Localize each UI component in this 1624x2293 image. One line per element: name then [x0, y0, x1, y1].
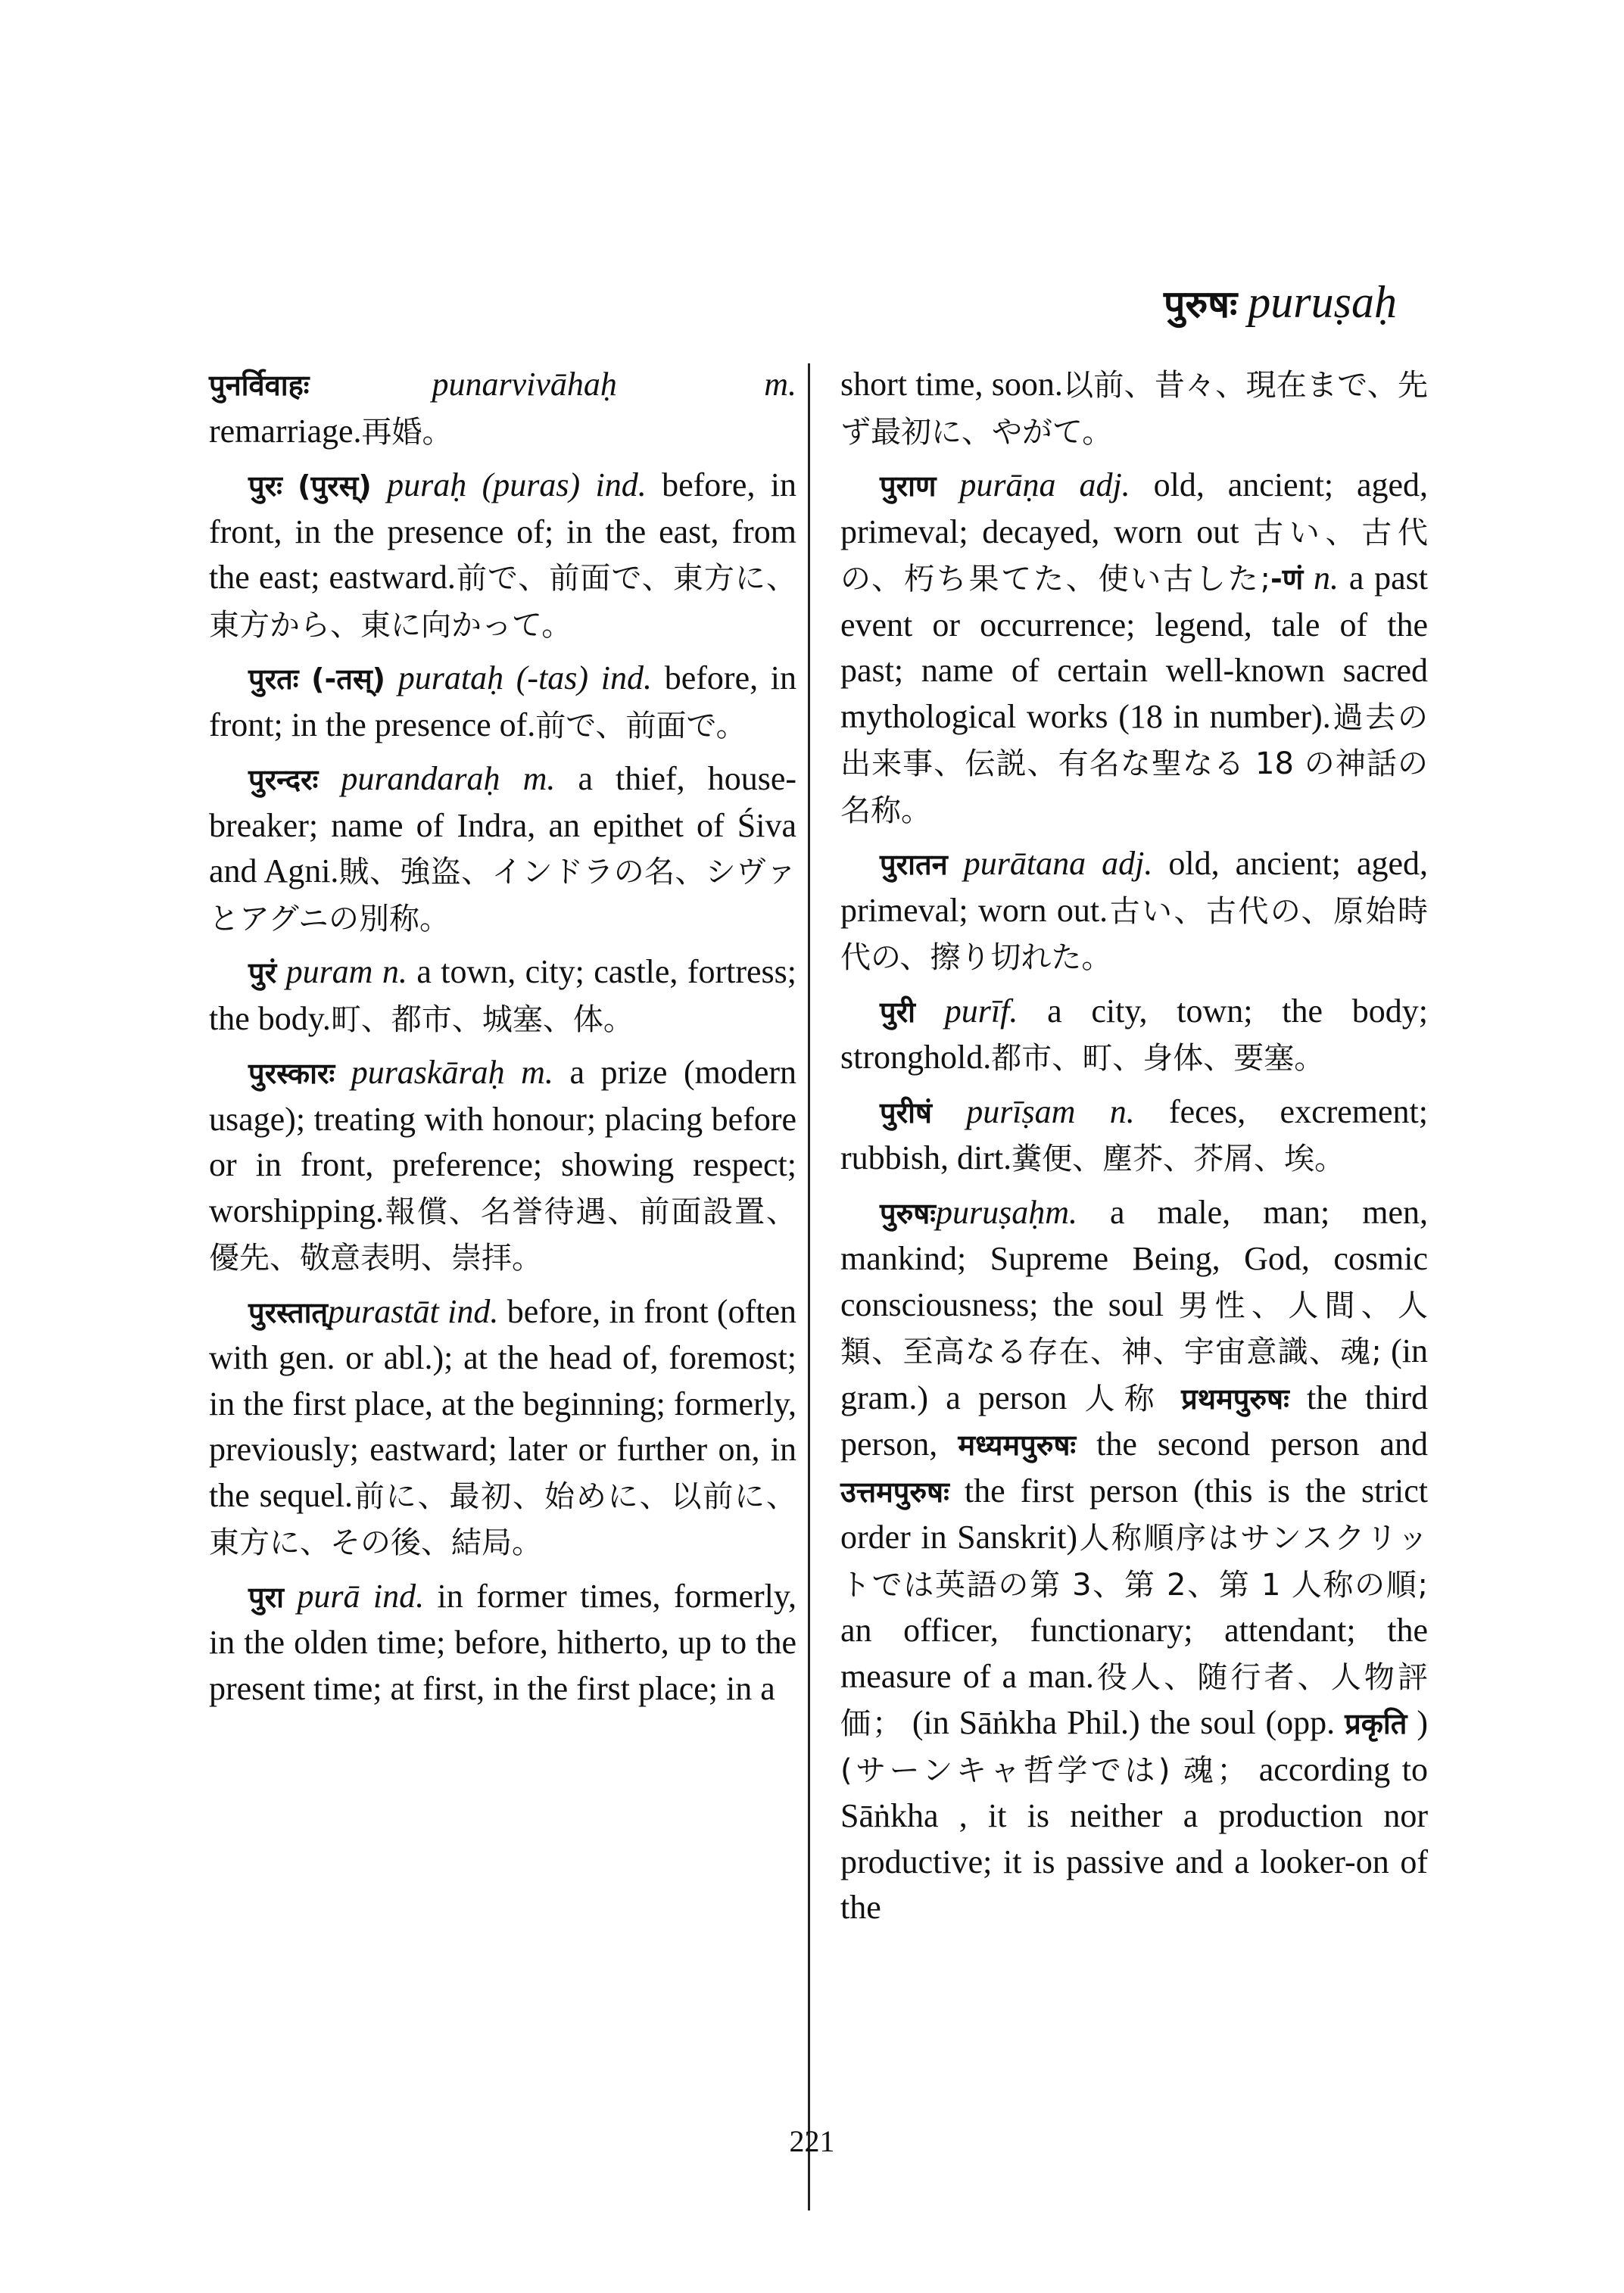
entry-purah	[209, 463, 796, 648]
entry-puram	[209, 949, 796, 1042]
grammar: f.	[1000, 992, 1018, 1030]
grammar: n.	[382, 953, 407, 990]
transliteration: punarvivāhaḥ	[432, 366, 617, 403]
entry-puratana	[840, 841, 1428, 981]
japanese-gloss: 再婚。	[361, 414, 453, 450]
headword: पुरतः	[248, 662, 299, 696]
transliteration: purā	[297, 1577, 360, 1615]
transliteration: purataḥ (-tas)	[397, 659, 589, 696]
sub-term-madhyama: मध्यमपुरुषः	[958, 1428, 1077, 1462]
sub-term-uttama: उत्तमपुरुषः	[840, 1475, 949, 1509]
headword: पुनर्विवाहः	[209, 369, 310, 402]
definition: a thief, house-breaker; name of Indra, an epithet of Śiva and Agni.	[209, 760, 796, 889]
sub-japanese-gloss: 過去の出来事、伝説、有名な聖なる 18 の神話の名称。	[840, 699, 1429, 828]
header-devanagari: पुरुषः	[1163, 282, 1238, 326]
headword: पुरन्दरः	[248, 763, 319, 796]
grammar: ind.	[600, 659, 653, 696]
entry-purana	[840, 463, 1428, 833]
headword: पुरं	[248, 956, 277, 989]
japanese-gloss: 賊、強盗、インドラの名、シヴァとアグニの別称。	[209, 855, 796, 936]
grammar: adj.	[1102, 845, 1153, 882]
definition: a prize (modern usage); treating with honour; placing before or in front, preference; showing respect; worshipping.	[209, 1054, 797, 1229]
grammar: ind.	[595, 466, 647, 503]
headword: पुरस्तात्	[248, 1295, 329, 1329]
japanese-gloss: 前で、前面で。	[535, 708, 747, 743]
sub-term-prathama: प्रथमपुरुषः	[1181, 1382, 1289, 1416]
header-romanized: puruṣaḥ	[1248, 277, 1397, 327]
entry-puri	[840, 989, 1428, 1082]
headword: पुरातन	[880, 848, 948, 881]
headword: पुराण	[880, 469, 937, 503]
entry-pura	[209, 1574, 796, 1712]
definition: remarriage.	[209, 412, 362, 450]
transliteration: purāṇa	[959, 466, 1056, 503]
definition: feces, excrement; rubbish, dirt.	[840, 1092, 1428, 1176]
grammar: ind.	[447, 1292, 499, 1330]
page-number: 221	[789, 2124, 835, 2158]
entry-pura-continued	[840, 362, 1428, 455]
running-header	[1164, 276, 1397, 329]
japanese-gloss: 糞便、塵芥、芥屑、埃。	[1011, 1142, 1345, 1176]
definition: an officer, functionary; attendant; the measure of a man.	[840, 1612, 1428, 1695]
transliteration: purī	[944, 992, 1001, 1030]
entry-puratah	[209, 656, 796, 749]
definition: before, in front (often with gen. or abl.); at the head of, foremost; in the first place, at the beginning; formerly, previously; eastward; later or further on, in the sequel.	[209, 1292, 796, 1514]
japanese-gloss: 人称	[1084, 1381, 1164, 1416]
headword-variant: (-तस्)	[311, 662, 386, 696]
sub-headword: -णं	[1270, 562, 1304, 596]
headword: पुरस्कारः	[248, 1057, 335, 1090]
japanese-gloss: 古い、古代の、原始時代の、擦り切れた。	[840, 893, 1428, 975]
japanese-gloss: 古い、古代の、朽ち果てた、使い古した;	[840, 515, 1428, 597]
entry-purusah	[840, 1190, 1428, 1931]
definition: before, in front, in the presence of; in the east, from the east; eastward.	[209, 466, 797, 596]
transliteration: puraskāraḥ	[351, 1054, 505, 1091]
japanese-gloss: 都市、町、身体、要塞。	[991, 1041, 1325, 1076]
headword: पुरुषः	[880, 1196, 936, 1230]
entry-purandarah	[209, 756, 796, 942]
definition-continued: short time, soon.	[840, 366, 1063, 403]
grammar: m.	[521, 1054, 553, 1091]
grammar: ind.	[372, 1577, 425, 1615]
transliteration: puraḥ (puras)	[387, 466, 581, 503]
headword: पुरी	[880, 995, 915, 1029]
japanese-gloss: 役人、随行者、人物評価；	[840, 1659, 1429, 1741]
definition: a male, man; men, mankind; Supreme Being, God, cosmic consciousness; the soul	[840, 1193, 1428, 1323]
transliteration: puruṣaḥ	[935, 1193, 1046, 1231]
grammar: m.	[1045, 1193, 1077, 1231]
right-column	[840, 362, 1428, 1939]
headword: पुरीषं	[880, 1095, 932, 1129]
entry-purastat	[209, 1289, 796, 1566]
transliteration: purandaraḥ	[341, 760, 500, 797]
sub-grammar: n.	[1314, 559, 1339, 597]
entry-punarvivahah	[209, 362, 796, 455]
japanese-gloss: 以前、昔々、現在まで、先ず最初に、やがて。	[840, 368, 1429, 450]
grammar: m.	[522, 760, 556, 797]
transliteration: purīṣam	[966, 1092, 1076, 1130]
japanese-gloss: 町、都市、城塞、体。	[330, 1002, 634, 1037]
japanese-gloss: 人称順序はサンスクリットでは英語の第 3、第 2、第 1 人称の順;	[840, 1521, 1429, 1603]
japanese-gloss: 男性、人間、人類、至高なる存在、神、宇宙意識、魂;	[840, 1288, 1428, 1369]
definition-grammar-sense: (in gram.) a person	[840, 1332, 1429, 1416]
grammar: m.	[764, 366, 797, 403]
entry-purisam	[840, 1089, 1428, 1182]
definition: according to Sāṅkha , it is neither a production nor productive; it is passive and a looker-on of the	[840, 1750, 1428, 1926]
japanese-gloss: 前で、前面で、東方に、東方から、東に向かって。	[209, 561, 797, 643]
left-column	[209, 362, 796, 1719]
headword: पुरा	[248, 1580, 284, 1614]
japanese-gloss: 前に、最初、始めに、以前に、東方に、その後、結局。	[209, 1478, 796, 1560]
definition: before, in front; in the presence of.	[209, 659, 797, 743]
sub-term-gloss: the first person (this is the strict order in Sanskrit)	[840, 1472, 1428, 1556]
definition: a town, city; castle, fortress; the body.	[209, 953, 797, 1037]
headword-variant: (पुरस्)	[298, 469, 372, 503]
sub-term-gloss: the second person and	[1096, 1425, 1429, 1463]
grammar: n.	[1109, 1092, 1135, 1130]
definition: in former times, formerly, in the olden time; before, hitherto, up to the present time; at first, in the first place; in a	[209, 1577, 797, 1707]
column-divider	[808, 363, 810, 2210]
transliteration: purastāt	[328, 1292, 439, 1330]
transliteration: purātana	[963, 845, 1086, 882]
grammar: adj.	[1079, 466, 1130, 503]
definition: old, ancient; aged, primeval; worn out.	[840, 845, 1429, 929]
entry-puraskarah	[209, 1050, 796, 1282]
headword: पुरः	[248, 469, 282, 503]
japanese-gloss: 報償、名誉待遇、前面設置、優先、敬意表明、崇拝。	[209, 1194, 796, 1276]
transliteration: puram	[285, 953, 373, 990]
closing-paren: )	[1417, 1704, 1428, 1741]
japanese-gloss: (サーンキャ哲学では) 魂；	[840, 1752, 1248, 1788]
sub-term-prakriti: प्रकृति	[1345, 1707, 1407, 1740]
sub-definition: a past event or occurrence; legend, tale of the past; name of certain well-known sacred mythological works (18 in number).	[840, 559, 1428, 735]
sub-term-gloss: the third person,	[840, 1379, 1429, 1463]
definition: old, ancient; aged, primeval; decayed, worn out	[840, 466, 1429, 550]
definition: a city, town; the body; stronghold.	[840, 992, 1428, 1076]
definition-philosophy-sense: (in Sāṅkha Phil.) the soul (opp.	[912, 1704, 1336, 1741]
